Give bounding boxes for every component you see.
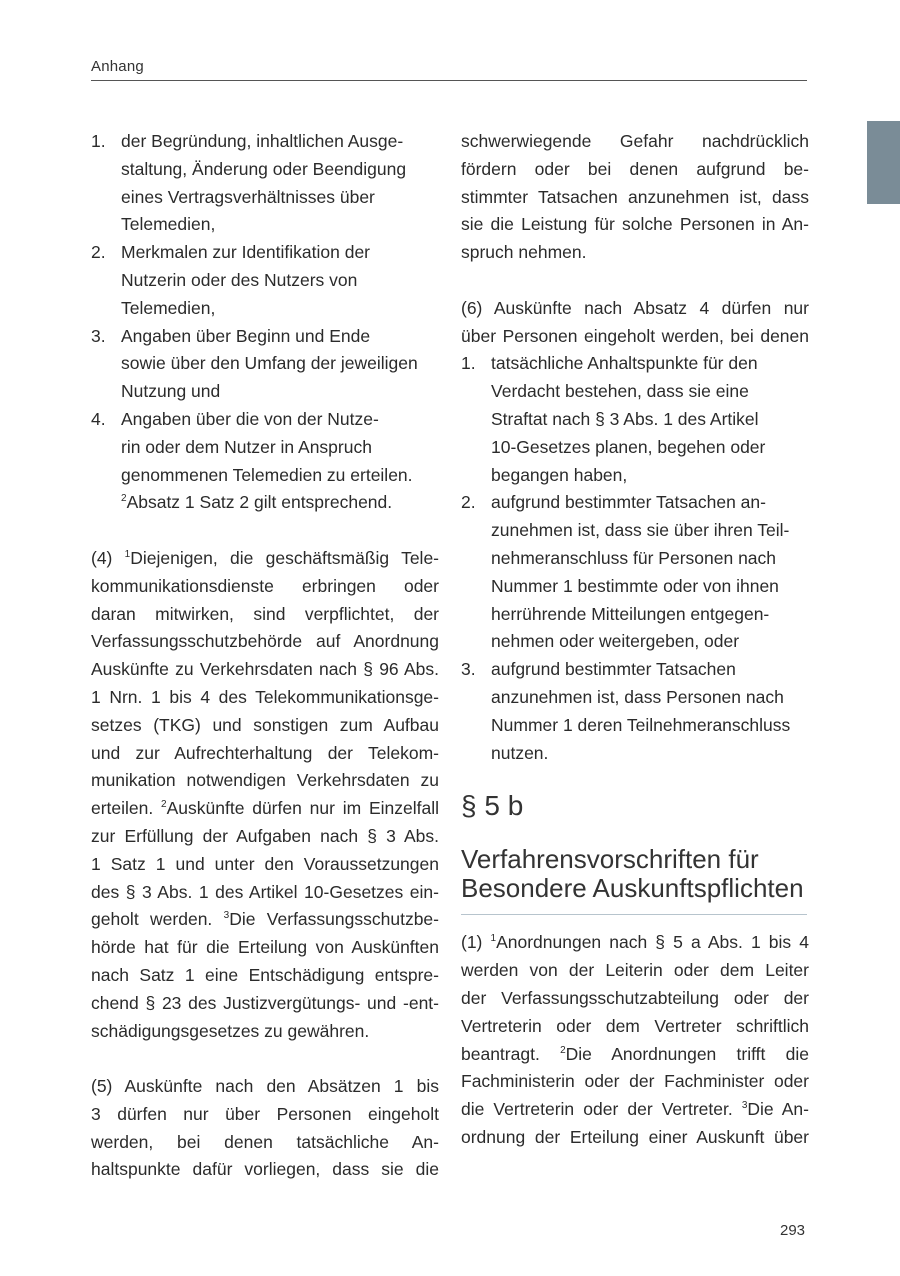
paragraph-line: (5) Auskünfte nach den Absätzen 1 bis — [91, 1076, 439, 1097]
sentence-text: erteilen. — [91, 798, 162, 819]
paragraph-line: Fachministerin oder der Fachminister oder — [461, 1071, 809, 1092]
list-item-line: nutzen. — [491, 742, 549, 763]
sentence-number: 2 — [121, 493, 127, 505]
paragraph-line — [91, 545, 439, 573]
list-item-line — [91, 489, 439, 517]
paragraph-line: 1 Satz 1 und unter den Voraussetzungen — [91, 853, 439, 874]
paragraph-6 — [461, 295, 809, 351]
list-item-line: begangen haben, — [491, 464, 628, 485]
list-item-line: Straftat nach § 3 Abs. 1 des Artikel — [491, 408, 759, 429]
paragraph-line: der Verfassungsschutzabteilung oder der — [461, 987, 809, 1008]
paragraph-line: Verfassungsschutzbehörde auf Anordnung — [91, 631, 439, 652]
paragraph-line: setzes (TKG) und sonstigen zum Aufbau — [91, 714, 439, 735]
list-item-line: rin oder dem Nutzer in Anspruch — [121, 436, 372, 457]
paragraph-line: hörde hat für die Erteilung von Auskünften — [91, 937, 439, 958]
list-item-line: eines Vertragsverhältnisses über — [121, 186, 375, 207]
paragraph-4 — [91, 545, 439, 1045]
paragraph-line: werden, bei denen tatsächliche An- — [91, 1131, 439, 1152]
paragraph-line: daran mitwirken, sind verpflichtet, der — [91, 603, 439, 624]
paragraph-5-continued — [461, 128, 809, 267]
list-item — [461, 350, 809, 489]
sentence-text: Absatz 1 Satz 2 gilt entsprechend. — [126, 492, 393, 513]
list-item-line: Nutzerin oder des Nutzers von — [121, 269, 358, 290]
paragraph-line: werden von der Leiterin oder dem Leiter — [461, 960, 809, 981]
sentence-text: Diejenigen, die geschäftsmäßig Tele- — [130, 547, 439, 568]
ordered-list — [461, 350, 809, 767]
list-number: 1. — [461, 353, 476, 374]
paragraph-line: (6) Auskünfte nach Absatz 4 dürfen nur — [461, 297, 809, 318]
paragraph-gap — [91, 1045, 439, 1073]
list-item-line: Merkmalen zur Identifikation der — [121, 242, 370, 263]
sentence-text: Auskünfte dürfen nur im Einzelfall — [166, 798, 439, 819]
list-item-line: zunehmen ist, dass sie über ihren Teil- — [491, 520, 790, 541]
paragraph-line: fördern oder bei denen aufgrund be- — [461, 158, 809, 179]
list-item-line: Verdacht bestehen, dass sie eine — [491, 381, 749, 402]
list-item-line: aufgrund bestimmter Tatsachen an- — [491, 492, 766, 513]
list-item-line: Nummer 1 bestimmte oder von ihnen — [491, 575, 779, 596]
sentence-number: 2 — [560, 1044, 566, 1056]
list-item — [91, 323, 439, 406]
list-item — [91, 239, 439, 322]
paragraph-line — [461, 1096, 809, 1124]
paragraph-label: (4) — [91, 547, 125, 568]
section-rule — [461, 914, 807, 915]
paragraph-line: Vertreterin oder dem Vertreter schriftlich — [461, 1015, 809, 1036]
list-item-line: sowie über den Umfang der jeweiligen — [121, 353, 418, 374]
paragraph-line: sie die Leistung für solche Personen in An- — [461, 214, 809, 235]
paragraph-line: munikation notwendigen Verkehrsdaten zu — [91, 770, 439, 791]
sentence-text: beantragt. — [461, 1043, 561, 1064]
paragraph-line: haltspunkte dafür vorliegen, dass sie die — [91, 1159, 439, 1180]
right-column — [461, 128, 809, 1152]
list-item — [461, 489, 809, 656]
paragraph-line: schädigungsgesetzes zu gewähren. — [91, 1020, 370, 1041]
paragraph-1 — [461, 929, 809, 1151]
paragraph-line — [461, 929, 809, 957]
list-number: 4. — [91, 408, 106, 429]
list-item-line: nehmeranschluss für Personen nach — [491, 547, 777, 568]
paragraph-line: spruch nehmen. — [461, 242, 587, 263]
list-item-line: staltung, Änderung oder Beendigung — [121, 158, 407, 179]
paragraph-label: (1) — [461, 932, 491, 953]
header-rule — [91, 80, 807, 81]
list-item-line: aufgrund bestimmter Tatsachen — [491, 659, 736, 680]
sentence-number: 1 — [124, 548, 131, 560]
paragraph-line — [461, 1041, 809, 1069]
sentence-text: Die An- — [747, 1099, 809, 1120]
paragraph-line — [91, 906, 439, 934]
paragraph-line: über Personen eingeholt werden, bei denen — [461, 325, 809, 346]
section-number: § 5 b — [461, 790, 524, 822]
sentence-number: 3 — [223, 910, 230, 922]
list-item-line: Angaben über Beginn und Ende — [121, 325, 371, 346]
sentence-number: 3 — [741, 1100, 748, 1112]
paragraph-line: 3 dürfen nur über Personen eingeholt — [91, 1103, 439, 1124]
sentence-text: Anordnungen nach § 5 a Abs. 1 bis 4 — [496, 932, 809, 953]
paragraph-line: des § 3 Abs. 1 des Artikel 10-Gesetzes ein- — [91, 881, 439, 902]
paragraph-line: stimmter Tatsachen anzunehmen ist, dass — [461, 186, 809, 207]
list-item-line: Telemedien, — [121, 297, 216, 318]
paragraph-line: zur Erfüllung der Aufgaben nach § 3 Abs. — [91, 825, 439, 846]
paragraph-line: chend § 23 des Justizvergütungs- und -ent- — [91, 992, 439, 1013]
running-header: Anhang — [91, 58, 144, 75]
sentence-text: geholt werden. — [91, 909, 224, 930]
page-number: 293 — [780, 1222, 806, 1239]
paragraph-line: nach Satz 1 eine Entschädigung entspre- — [91, 964, 439, 985]
list-item-line: Angaben über die von der Nutze- — [121, 408, 379, 429]
list-item-line: genommenen Telemedien zu erteilen. — [121, 464, 413, 485]
list-item-line: Nummer 1 deren Teilnehmeranschluss — [491, 714, 791, 735]
list-item — [91, 128, 439, 239]
ordered-list — [91, 128, 439, 517]
list-number: 3. — [91, 325, 106, 346]
sentence-text: die Vertreterin oder der Vertreter. — [461, 1099, 742, 1120]
paragraph-line: und zur Aufrechterhaltung der Telekom- — [91, 742, 439, 763]
list-item-line: 10-Gesetzes planen, begehen oder — [491, 436, 766, 457]
paragraph-line: 1 Nrn. 1 bis 4 des Telekommunikationsge- — [91, 686, 439, 707]
sentence-text: Die Verfassungsschutzbe- — [229, 909, 439, 930]
list-item-line: Nutzung und — [121, 381, 221, 402]
list-number: 3. — [461, 659, 476, 680]
list-number: 2. — [91, 242, 106, 263]
paragraph-line: kommunikationsdienste erbringen oder — [91, 575, 439, 596]
section-title-line: Verfahrensvorschriften für — [461, 844, 759, 875]
paragraph-gap — [461, 267, 809, 295]
paragraph-line: ordnung der Erteilung einer Auskunft über — [461, 1126, 809, 1147]
list-item-line: anzunehmen ist, dass Personen nach — [491, 686, 784, 707]
paragraph-line — [91, 795, 439, 823]
list-item — [461, 656, 809, 767]
paragraph-line: schwerwiegende Gefahr nachdrücklich — [461, 131, 809, 151]
section-title-line: Besondere Auskunftspflichten — [461, 873, 804, 904]
paragraph-5 — [91, 1073, 439, 1184]
list-number: 2. — [461, 492, 476, 513]
list-item-line: Telemedien, — [121, 214, 216, 235]
chapter-tab-marker — [867, 121, 900, 204]
sentence-number: 2 — [161, 799, 167, 811]
left-column — [91, 128, 439, 1184]
paragraph-gap — [91, 517, 439, 545]
sentence-number: 1 — [490, 933, 497, 945]
section-title — [461, 845, 809, 903]
paragraph-line: Auskünfte zu Verkehrsdaten nach § 96 Abs. — [91, 659, 439, 680]
list-item — [91, 406, 439, 517]
list-item-line: herrührende Mitteilungen entgegen- — [491, 603, 770, 624]
sentence-text: Die Anordnungen trifft die — [565, 1043, 809, 1064]
list-number: 1. — [91, 131, 106, 151]
list-item-line: tatsächliche Anhaltspunkte für den — [491, 353, 758, 374]
list-item-line: der Begründung, inhaltlichen Ausge- — [121, 131, 404, 151]
list-item-line: nehmen oder weitergeben, oder — [491, 631, 740, 652]
